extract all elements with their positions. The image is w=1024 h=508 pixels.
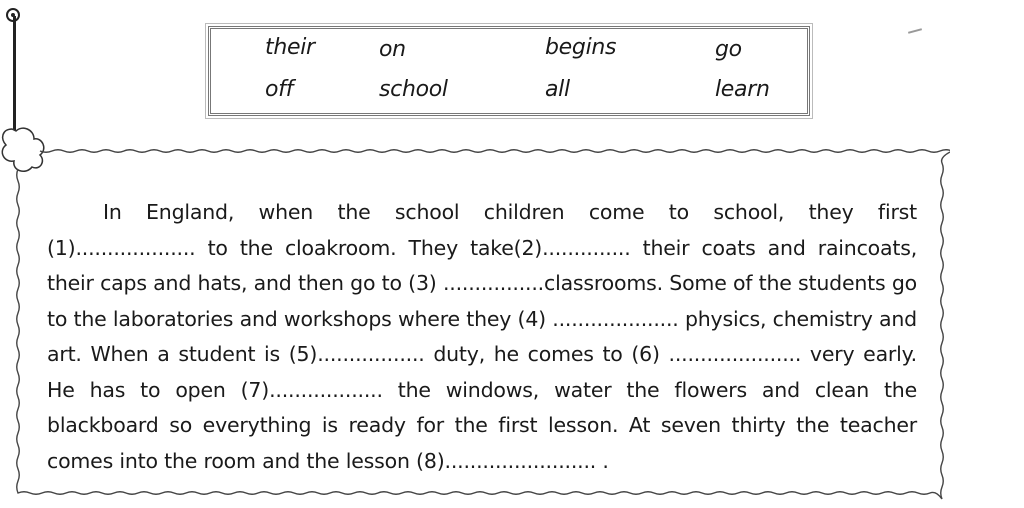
word-bank-item: off [265, 77, 294, 102]
passage-text-segment: very early. He has to open (7) [47, 342, 917, 402]
word-bank-item: learn [715, 77, 770, 102]
word-bank-item: on [379, 37, 406, 62]
blank-3: ................ [442, 271, 544, 295]
blank-7: .................. [269, 377, 398, 402]
word-bank-item: all [545, 77, 570, 102]
word-bank-item: go [715, 37, 742, 62]
passage-text-segment: the windows, water the flowers and clean the blackboard so everything is ready for the first lesson. At seven thirty the teacher comes into the room and the lesson (8) [47, 377, 917, 473]
passage-text [47, 195, 917, 479]
word-bank-box [208, 26, 810, 116]
pen-mark [908, 28, 922, 34]
passage-text-segment: In England, when the school children come to school, they first (1) [47, 200, 917, 260]
word-bank-item: school [379, 77, 448, 102]
margin-line [13, 16, 16, 134]
passage-text-segment: classrooms. Some of the students go to the laboratories and workshops where they (4) [47, 271, 917, 331]
passage-text-segment: duty, he comes to (6) [433, 342, 669, 366]
blank-4: .................... [552, 306, 685, 331]
passage-text-segment: to the cloakroom. They take(2) [207, 235, 543, 260]
word-bank-item: begins [545, 35, 617, 60]
blank-1: ................... [75, 235, 208, 260]
blank-6: ..................... [668, 342, 810, 366]
blank-2: .............. [542, 235, 643, 260]
blank-8: ........................ . [444, 448, 609, 473]
passage-text-segment: their coats and raincoats, their caps and hats, and then go to (3) [47, 235, 918, 295]
word-bank-item: their [265, 35, 315, 60]
passage-text-segment: physics, chemistry and art. When a student is (5) [47, 306, 917, 366]
blank-5: ................. [317, 342, 434, 366]
